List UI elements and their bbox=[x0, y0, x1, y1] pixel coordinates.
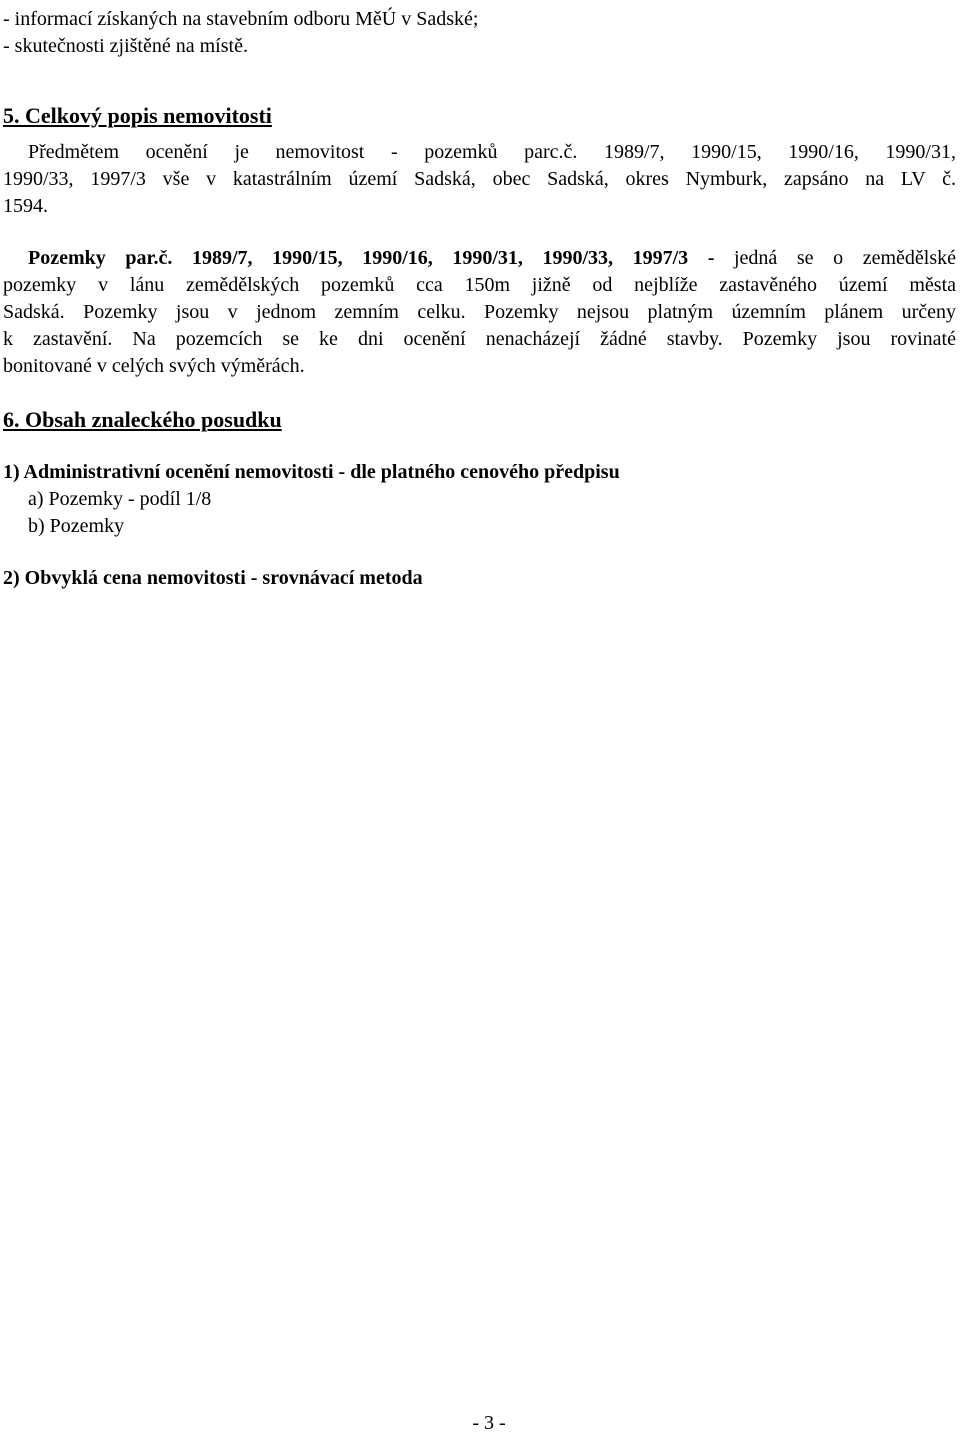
para2-line-2: pozemky v lánu zemědělských pozemků cca 150m jižně od nejblíže zastavěného území města bbox=[3, 274, 956, 296]
section-6-item-1b: b) Pozemky bbox=[28, 515, 125, 537]
section-6-heading: 6. Obsah znaleckého posudku bbox=[3, 407, 282, 432]
page-footer bbox=[0, 1411, 960, 1435]
section-6-item-2: 2) Obvyklá cena nemovitosti - srovnávací metoda bbox=[3, 567, 423, 589]
para2-line-1 bbox=[3, 245, 956, 272]
para1-line-2: 1990/33, 1997/3 vše v katastrálním území Sadská, obec Sadská, okres Nymburk, zapsáno na LV č. bbox=[3, 168, 956, 190]
section-6-item-1a: a) Pozemky - podíl 1/8 bbox=[28, 488, 212, 510]
section-5-paragraph-1 bbox=[3, 139, 956, 220]
para2-line-3: Sadská. Pozemky jsou v jednom zemním celku. Pozemky nejsou platným územním plánem určeny bbox=[3, 301, 956, 323]
para2-line-4: k zastavění. Na pozemcích se ke dni ocenění nenacházejí žádné stavby. Pozemky jsou rovinaté bbox=[3, 328, 956, 350]
section-5-heading: 5. Celkový popis nemovitosti bbox=[3, 103, 272, 128]
document-page bbox=[3, 2, 956, 592]
section-6-item-1: 1) Administrativní ocenění nemovitosti - dle platného cenového předpisu bbox=[3, 461, 620, 483]
para2-line-1-rest: jedná se o zemědělské bbox=[714, 247, 956, 269]
para1-line-3: 1594. bbox=[3, 195, 48, 217]
parcels-bold-text: Pozemky par.č. 1989/7, 1990/15, 1990/16, 1990/31, 1990/33, 1997/3 - bbox=[28, 247, 715, 269]
para1-line-1: Předmětem ocenění je nemovitost - pozemků parc.č. 1989/7, 1990/15, 1990/16, 1990/31, bbox=[28, 141, 956, 163]
para2-line-5: bonitované v celých svých výměrách. bbox=[3, 355, 305, 377]
intro-line-2: - skutečnosti zjištěné na místě. bbox=[3, 35, 248, 57]
page-number: - 3 - bbox=[472, 1412, 506, 1434]
intro-line-1: - informací získaných na stavebním odboru MěÚ v Sadské; bbox=[3, 8, 479, 30]
section-5-paragraph-2 bbox=[3, 245, 956, 380]
